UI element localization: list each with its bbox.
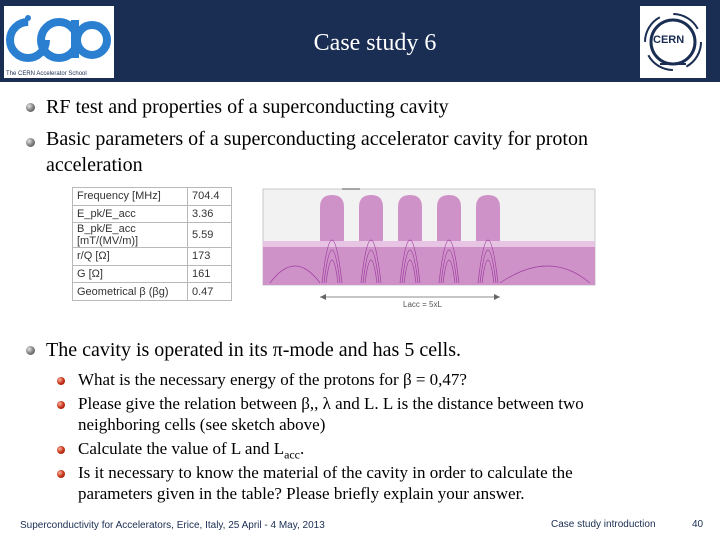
footer-event: Superconductivity for Accelerators, Erice, Italy, 25 April - 4 May, 2013 [20, 520, 325, 531]
table-param: Frequency [MHz] [73, 188, 188, 206]
bullet-pi-mode: The cavity is operated in its π-mode and has 5 cells. [46, 339, 461, 361]
cern-logo-text: CERN [653, 34, 685, 46]
table-param: E_pk/E_acc [73, 205, 188, 223]
sub-bullet-icon [57, 377, 65, 385]
table-value: 161 [188, 265, 232, 283]
bullet-icon [26, 346, 35, 355]
bullet-basic-parameters-cont: acceleration [46, 154, 143, 176]
question-calculate-l-sub: acc [284, 447, 300, 462]
slide-title: Case study 6 [313, 30, 437, 56]
page-number: 40 [692, 519, 704, 530]
table-value: 173 [188, 248, 232, 266]
table-value: 3.36 [188, 205, 232, 223]
table-value: 704.4 [188, 188, 232, 206]
table-param: G [Ω] [73, 265, 188, 283]
table-row [73, 205, 232, 223]
bullet-basic-parameters: Basic parameters of a superconducting accelerator cavity for proton [46, 128, 588, 150]
table-value: 5.59 [188, 223, 232, 248]
table-value: 0.47 [188, 283, 232, 301]
cavity-sketch [260, 187, 600, 311]
table-param: B_pk/E_acc [mT/(MV/m)] [73, 223, 188, 248]
bullet-rf-test: RF test and properties of a superconducting cavity [46, 96, 449, 118]
bullet-icon [26, 138, 35, 147]
sub-bullet-icon [57, 401, 65, 409]
question-material-cont: parameters given in the table? Please briefly explain your answer. [78, 484, 525, 503]
cern-logo [640, 6, 706, 78]
table-row [73, 248, 232, 266]
question-calculate-l-end: . [299, 439, 305, 458]
table-row [73, 223, 232, 248]
question-material: Is it necessary to know the material of the cavity in order to calculate the [78, 463, 573, 482]
table-param: r/Q [Ω] [73, 248, 188, 266]
table-param: Geometrical β (βg) [73, 283, 188, 301]
table-row [73, 283, 232, 301]
question-relation: Please give the relation between β,, λ and L. L is the distance between two [78, 394, 584, 413]
cavity-parameters-table [72, 187, 232, 301]
slide-header [0, 0, 720, 82]
question-relation-cont: neighboring cells (see sketch above) [78, 415, 326, 434]
cas-logo [4, 6, 114, 78]
footer-section: Case study introduction [551, 519, 656, 530]
bullet-icon [26, 103, 35, 112]
table-row [73, 265, 232, 283]
question-energy: What is the necessary energy of the protons for β = 0,47? [78, 370, 467, 389]
sub-bullet-icon [57, 446, 65, 454]
table-row [73, 188, 232, 206]
cas-logo-caption: The CERN Accelerator School [6, 71, 87, 77]
cavity-figure [72, 187, 600, 311]
dimension-label: Lacc = 5xL [403, 300, 442, 309]
question-calculate-l-text: Calculate the value of L and L [78, 439, 285, 458]
sub-bullet-icon [57, 470, 65, 478]
